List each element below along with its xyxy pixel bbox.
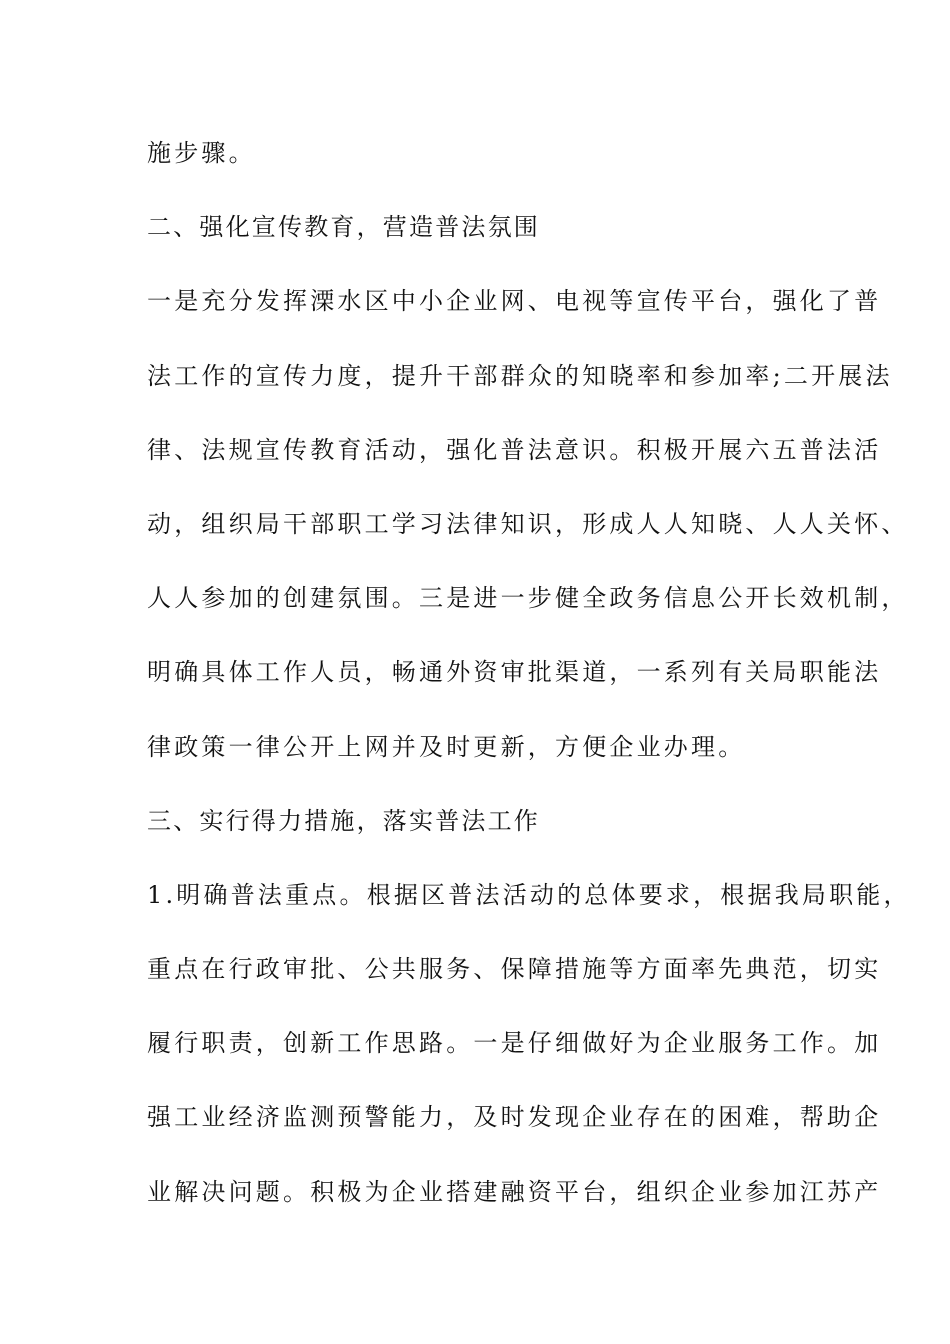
section-heading: 三、实行得力措施，落实普法工作	[147, 806, 540, 835]
paragraph-line: 律、法规宣传教育活动，强化普法意识。积极开展六五普法活	[147, 435, 882, 464]
paragraph-line: 施步骤。	[147, 139, 256, 167]
paragraph-line: 强工业经济监测预警能力，及时发现企业存在的困难，帮助企	[147, 1103, 882, 1132]
paragraph-line: 动，组织局干部职工学习法律知识，形成人人知晓、人人关怀、	[147, 509, 909, 538]
paragraph-line: 重点在行政审批、公共服务、保障措施等方面率先典范，切实	[147, 955, 882, 984]
paragraph-line: 律政策一律公开上网并及时更新，方便企业办理。	[147, 732, 746, 761]
paragraph-line: 业解决问题。积极为企业搭建融资平台，组织企业参加江苏产	[147, 1177, 882, 1206]
paragraph-line: 履行职责，创新工作思路。一是仔细做好为企业服务工作。加	[147, 1029, 882, 1058]
paragraph-line: 一是充分发挥溧水区中小企业网、电视等宣传平台，强化了普	[147, 287, 882, 316]
document-body	[147, 133, 911, 1246]
paragraph-line: 明确具体工作人员，畅通外资审批渠道，一系列有关局职能法	[147, 658, 882, 687]
section-heading: 二、强化宣传教育，营造普法氛围	[147, 213, 540, 242]
paragraph-line: 人人参加的创建氛围。三是进一步健全政务信息公开长效机制，	[147, 584, 909, 613]
paragraph-line: 法工作的宣传力度，提升干部群众的知晓率和参加率;二开展法	[147, 361, 893, 390]
paragraph-line: 1.明确普法重点。根据区普法活动的总体要求，根据我局职能，	[147, 880, 911, 909]
